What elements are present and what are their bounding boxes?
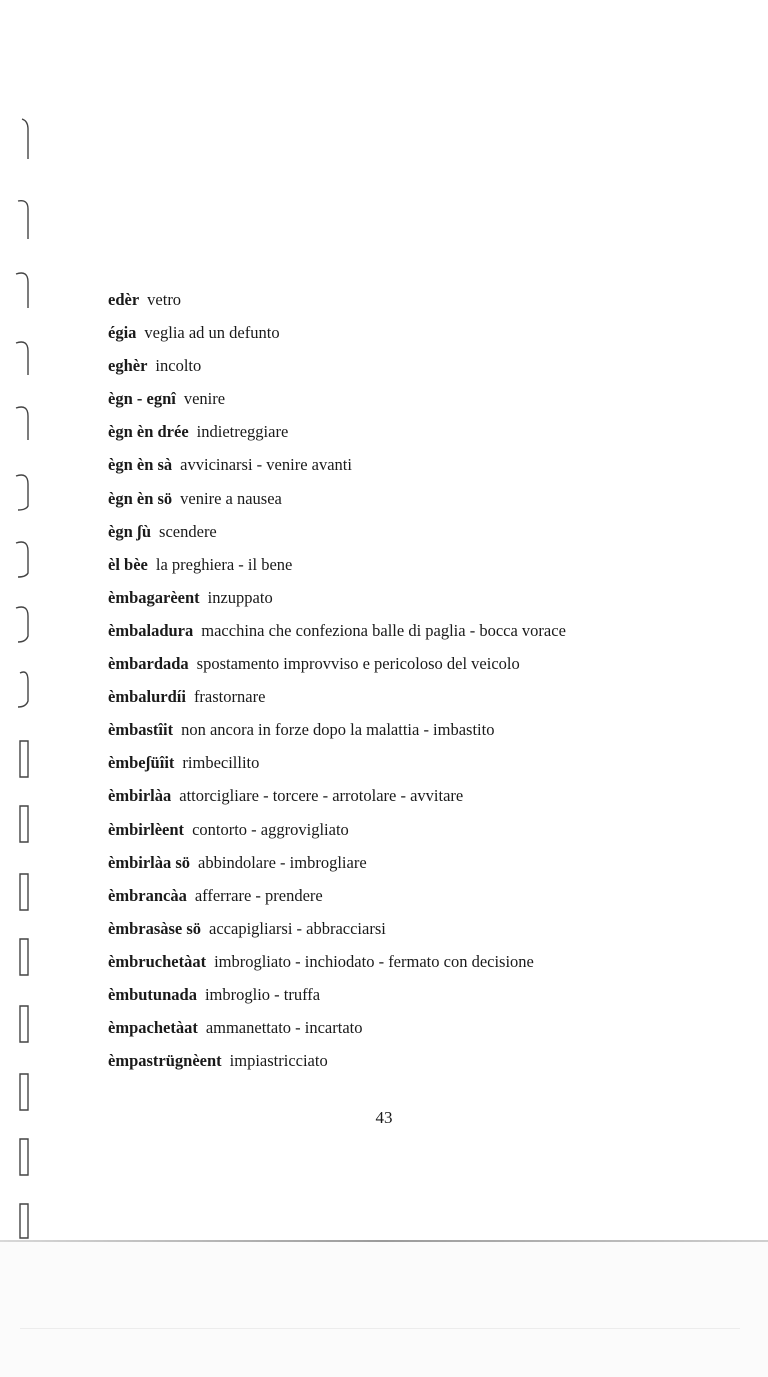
entry-term: èmbardada xyxy=(108,654,189,674)
entry-term: èmpastrügnèent xyxy=(108,1051,222,1071)
dictionary-entry xyxy=(108,1016,728,1049)
dictionary-entry xyxy=(108,1049,728,1082)
dictionary-entry xyxy=(108,321,728,354)
entry-term: èmbirlèent xyxy=(108,819,185,839)
entry-term: èmbaladura xyxy=(108,620,194,640)
binding-mark xyxy=(14,535,36,583)
dictionary-entry xyxy=(108,288,728,321)
dictionary-entries xyxy=(108,288,728,1082)
entry-term: eghèr xyxy=(108,356,148,376)
binding-mark xyxy=(14,335,36,383)
entry-term: ègn ʃù xyxy=(108,521,152,541)
entry-definition: venire a nausea xyxy=(180,488,282,508)
dictionary-entry xyxy=(108,619,728,652)
binding-mark xyxy=(14,115,36,163)
entry-definition: impiastricciato xyxy=(229,1051,328,1071)
scan-line xyxy=(20,1328,740,1329)
entry-term: èmbastîit xyxy=(108,720,174,740)
entry-definition: scendere xyxy=(159,521,217,541)
dictionary-entry xyxy=(108,751,728,784)
entry-definition: contorto - aggrovigliato xyxy=(192,819,349,839)
entry-term: èmbrasàse sö xyxy=(108,918,202,938)
binding-mark xyxy=(14,1000,36,1048)
entry-definition: non ancora in forze dopo la malattia - imbastito xyxy=(181,720,495,740)
entry-definition: inzuppato xyxy=(207,587,273,607)
binding-mark xyxy=(14,195,36,243)
entry-term: èl bèe xyxy=(108,554,148,574)
entry-definition: spostamento improvviso e pericoloso del veicolo xyxy=(196,654,520,674)
dictionary-entry xyxy=(108,520,728,553)
entry-definition: afferrare - prendere xyxy=(194,885,323,905)
entry-term: ègn èn sà xyxy=(108,455,173,475)
dictionary-entry xyxy=(108,784,728,817)
binding-mark xyxy=(14,268,36,316)
entry-term: ègn èn sö xyxy=(108,488,173,508)
binding-mark xyxy=(14,1133,36,1181)
scan-margin xyxy=(0,1242,768,1377)
entry-term: èmbirlàa xyxy=(108,786,172,806)
dictionary-entry xyxy=(108,652,728,685)
dictionary-entry xyxy=(108,818,728,851)
dictionary-entry xyxy=(108,586,728,619)
entry-definition: accapigliarsi - abbracciarsi xyxy=(209,918,386,938)
entry-definition: veglia ad un defunto xyxy=(144,323,280,343)
entry-definition: imbroglio - truffa xyxy=(204,984,321,1004)
binding-mark xyxy=(14,665,36,713)
binding-mark xyxy=(14,800,36,848)
entry-term: èmbagarèent xyxy=(108,587,200,607)
entry-definition: vetro xyxy=(147,290,182,309)
entry-term: èmbirlàa sö xyxy=(108,852,191,872)
binding-mark xyxy=(14,933,36,981)
entry-term: edèr xyxy=(108,290,140,309)
dictionary-entry xyxy=(108,354,728,387)
entry-term: ègn èn drée xyxy=(108,422,189,442)
entry-definition: avvicinarsi - venire avanti xyxy=(180,455,352,475)
binding-mark xyxy=(14,868,36,916)
dictionary-entry xyxy=(108,884,728,917)
entry-term: ègn - egnî xyxy=(108,389,176,409)
dictionary-entry xyxy=(108,851,728,884)
entry-term: èmbeʃüîit xyxy=(108,753,175,773)
entry-definition: imbrogliato - inchiodato - fermato con decisione xyxy=(214,951,534,971)
entry-definition: incolto xyxy=(155,356,202,376)
entry-definition: frastornare xyxy=(193,687,266,707)
dictionary-entry xyxy=(108,453,728,486)
dictionary-entry xyxy=(108,387,728,420)
dictionary-entry xyxy=(108,917,728,950)
entry-definition: rimbecillito xyxy=(182,753,260,773)
entry-definition: venire xyxy=(183,389,226,409)
binding-mark xyxy=(14,735,36,783)
entry-definition: abbindolare - imbrogliare xyxy=(198,852,367,872)
entry-definition: ammanettato - incartato xyxy=(205,1018,363,1038)
entry-term: èmbutunada xyxy=(108,984,197,1004)
binding-mark xyxy=(14,400,36,448)
entry-term: èmbrancàa xyxy=(108,885,187,905)
dictionary-entry xyxy=(108,685,728,718)
binding-mark xyxy=(14,468,36,516)
entry-definition: macchina che confeziona balle di paglia - bocca vorace xyxy=(201,620,566,640)
dictionary-entry xyxy=(108,950,728,983)
entry-term: èmbruchetàat xyxy=(108,951,207,971)
dictionary-entry xyxy=(108,718,728,751)
dictionary-entry xyxy=(108,983,728,1016)
dictionary-entry xyxy=(108,420,728,453)
entry-term: èmpachetàat xyxy=(108,1018,198,1038)
entry-term: égia xyxy=(108,323,137,343)
page-number: 43 xyxy=(375,1108,393,1127)
dictionary-entry xyxy=(108,487,728,520)
binding-mark xyxy=(14,1198,36,1246)
entry-definition: attorcigliare - torcere - arrotolare - avvitare xyxy=(179,786,464,806)
entry-definition: la preghiera - il bene xyxy=(155,554,293,574)
dictionary-entry xyxy=(108,553,728,586)
binding-mark xyxy=(14,600,36,648)
entry-term: èmbalurdíi xyxy=(108,687,186,707)
entry-definition: indietreggiare xyxy=(196,422,289,442)
